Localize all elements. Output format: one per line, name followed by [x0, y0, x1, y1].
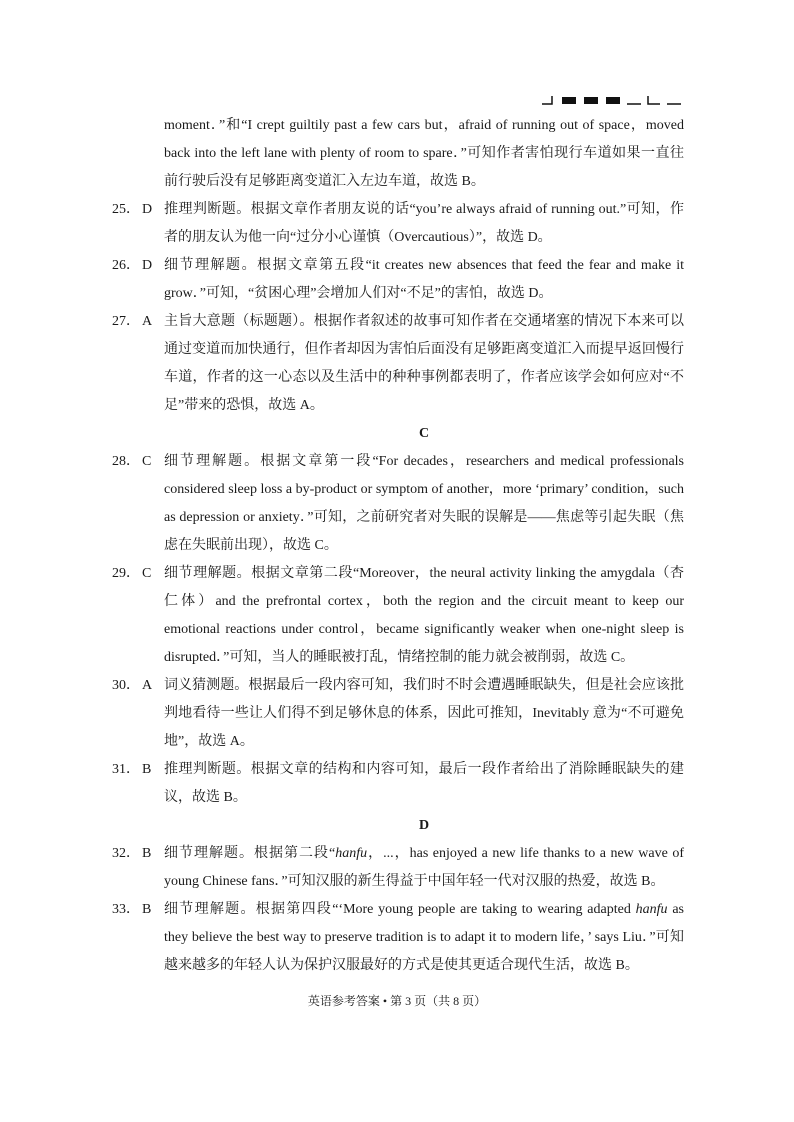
mark-block-icon: [606, 97, 620, 104]
mark-block-icon: [562, 97, 576, 104]
item-answer: B: [142, 902, 152, 917]
item-explanation-end: ，...，has enjoyed a new life thanks to a new wave of young Chinese fans．”可知汉服的新生得益于中国年轻一代对汉服的热爱，故选 B。: [164, 846, 684, 889]
item-explanation: 推理判断题。根据文章的结构和内容可知，最后一段作者给出了消除睡眠缺失的建议，故选 B。: [164, 762, 684, 805]
item-answer: B: [142, 762, 152, 777]
item-answer: D: [142, 258, 153, 273]
item-number: 26．: [112, 258, 140, 273]
italic-term: hanfu: [335, 846, 368, 861]
mark-block-icon: [584, 97, 598, 104]
item-explanation: 词义猜测题。根据最后一段内容可知，我们时不时会遭遇睡眠缺失，但是社会应该批判地看待一些让人们得不到足够休息的体系，因此可推知，Inevitably 意为“不可避免地”，故选 A。: [164, 678, 684, 749]
answer-item-25: [112, 196, 684, 252]
item-answer: C: [142, 454, 152, 469]
item-answer: A: [142, 678, 153, 693]
answer-content: [112, 112, 684, 980]
item-number: 33．: [112, 902, 140, 917]
item-explanation: 细节理解题。根据文章第五段“it creates new absences that feed the fear and make it grow．”可知，“贫困心理”会增加人们对“不足”的害怕，故选 D。: [164, 258, 684, 301]
answer-item-33: [112, 896, 684, 980]
continuation-paragraph: moment．”和“I crept guiltily past a few cars but，afraid of running out of space，moved back into the left lane with plenty of room to spare．”可知作者害怕现行车道如果一直往前行驶后没有足够距离变道汇入左边车道，故选 B。: [164, 118, 684, 189]
item-explanation: 主旨大意题（标题题）。根据作者叙述的故事可知作者在交通堵塞的情况下本来可以通过变道而加快通行，但作者却因为害怕后面没有足够距离变道汇入而提早返回慢行车道，作者的这一心态以及生活中的种种事例都表明了，作者应该学会如何应对“不足”带来的恐惧，故选 A。: [164, 314, 684, 413]
answer-item-29: [112, 560, 684, 672]
answer-item-28: [112, 448, 684, 560]
answer-item-30: [112, 672, 684, 756]
section-heading-c: C: [418, 426, 430, 441]
item-explanation-start: 细节理解题。根据第四段“‘More young people are taking to wearing adapted: [164, 902, 636, 917]
item-number: 31．: [112, 762, 140, 777]
item-explanation: 推理判断题。根据文章作者朋友说的话“you’re always afraid of running out.”可知，作者的朋友认为他一向“过分小心谨慎（Overcautious）”，故选 D。: [164, 202, 684, 245]
item-answer: D: [142, 202, 153, 217]
item-number: 30．: [112, 678, 140, 693]
item-explanation: 细节理解题。根据文章第二段“Moreover，the neural activity linking the amygdala（杏仁体）and the prefrontal cortex，both the region and the circuit meant to keep our emotional reactions under control，became significantly weaker when one-night sleep is disrupted．”可知，当人的睡眠被打乱，情绪控制的能力就会被削弱，故选 C。: [164, 566, 684, 665]
item-number: 32．: [112, 846, 140, 861]
answer-item-27: [112, 308, 684, 420]
item-explanation-end: as they believe the best way to preserve tradition is to adapt it to modern life，’ says Liu．”可知越来越多的年轻人认为保护汉服最好的方式是使其更适合现代生活，故选 B。: [164, 902, 684, 973]
answer-item-31: [112, 756, 684, 812]
page-footer: 英语参考答案 • 第 3 页（共 8 页）: [307, 994, 487, 1008]
item-number: 25．: [112, 202, 140, 217]
answer-item-26: [112, 252, 684, 308]
item-explanation-start: 细节理解题。根据第二段“: [164, 846, 336, 861]
item-answer: C: [142, 566, 152, 581]
mark-corner-icon: [542, 96, 552, 104]
item-number: 27．: [112, 314, 140, 329]
item-number: 28．: [112, 454, 140, 469]
mark-corner-icon: [648, 96, 660, 104]
item-answer: A: [142, 314, 153, 329]
answer-item-32: [112, 840, 684, 896]
header-registration-marks: [540, 94, 685, 106]
item-number: 29．: [112, 566, 140, 581]
item-answer: B: [142, 846, 152, 861]
section-heading-d: D: [418, 818, 430, 833]
italic-term: hanfu: [635, 902, 668, 917]
item-explanation: 细节理解题。根据文章第一段“For decades，researchers and medical professionals considered sleep loss a by-product or symptom of another，more ‘primary’ condition，such as depression or anxiety．”可知，之前研究者对失眠的误解是——焦虑等引起失眠（焦虑在失眠前出现），故选 C。: [164, 454, 684, 553]
